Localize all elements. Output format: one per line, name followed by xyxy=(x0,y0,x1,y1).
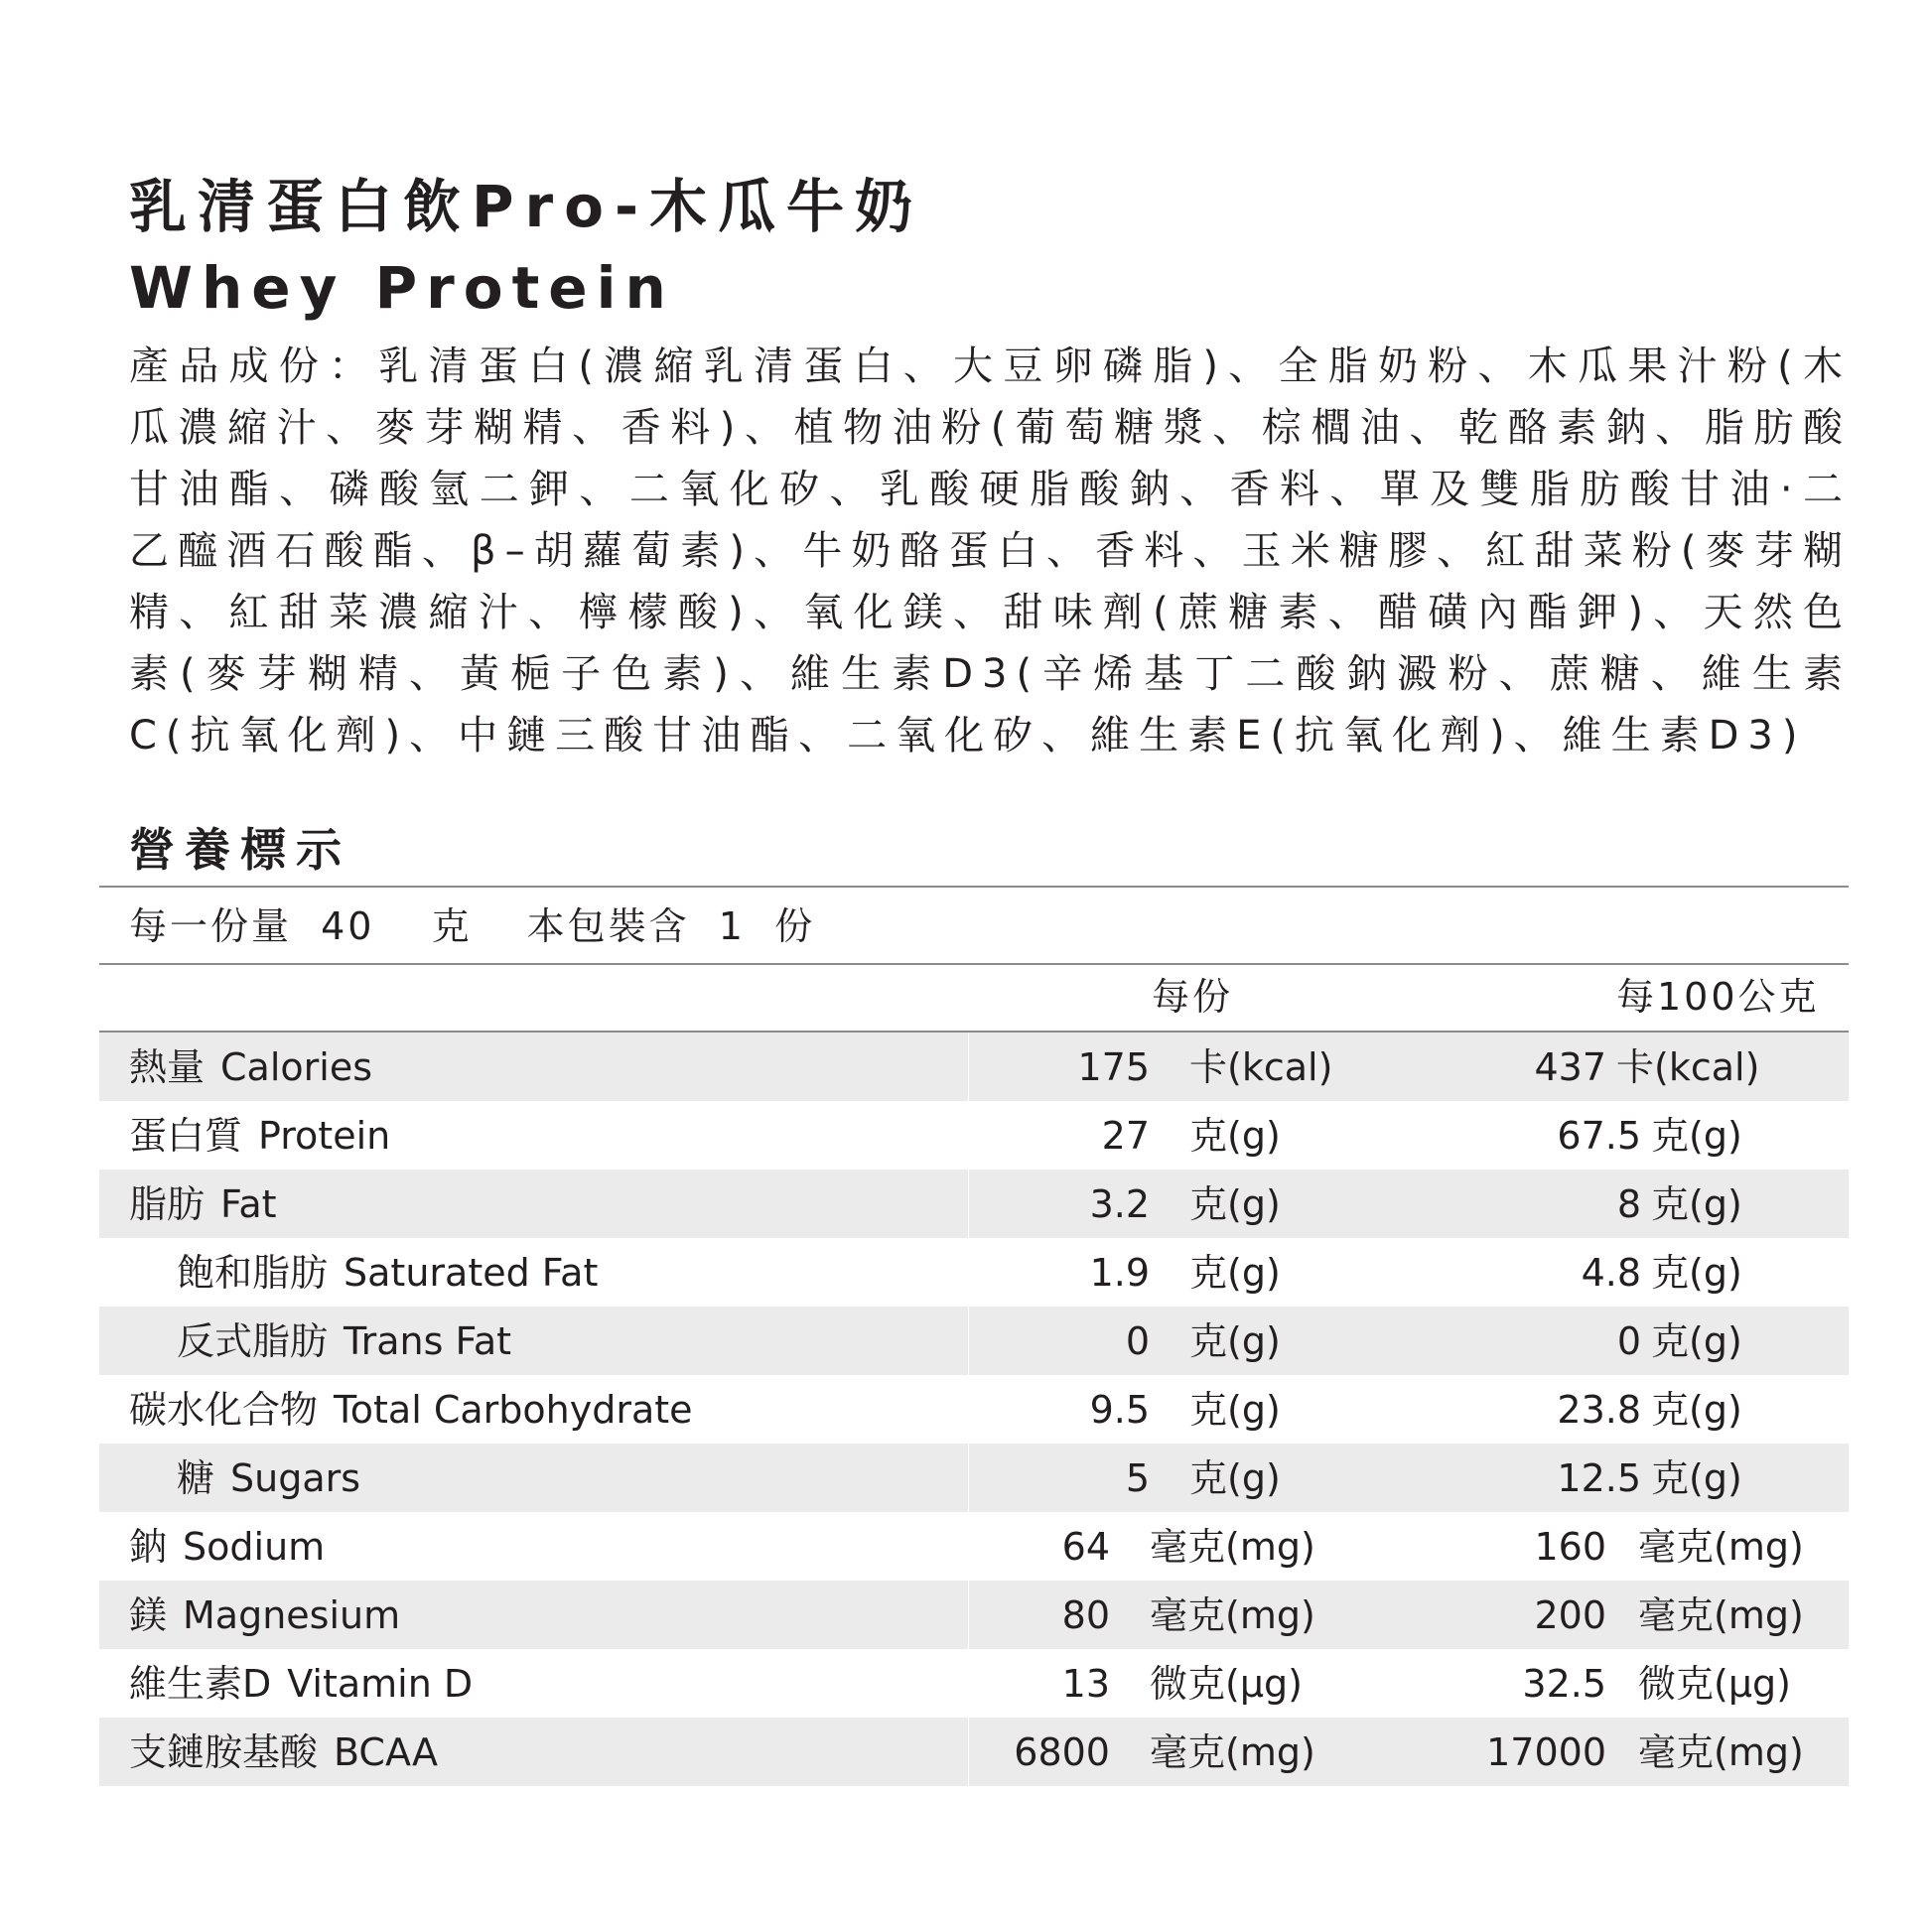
product-title-zh: 乳清蛋白飲Pro-木瓜牛奶 xyxy=(129,173,924,240)
value-per-serving: 64 xyxy=(1061,1525,1110,1569)
nutrient-name xyxy=(129,1729,438,1775)
nutrition-row xyxy=(99,1170,1849,1238)
value-per-serving: 80 xyxy=(1061,1593,1110,1637)
nutrient-name xyxy=(129,1387,693,1433)
value-per-serving: 6800 xyxy=(1014,1730,1110,1774)
value-per-serving: 3.2 xyxy=(1089,1182,1150,1226)
package-unit: 份 xyxy=(774,904,816,948)
value-per-100g: 437 xyxy=(1534,1045,1606,1089)
nutrient-name-zh: 反式脂肪 xyxy=(177,1319,329,1363)
unit-per-100g: 克(g) xyxy=(1651,1456,1742,1500)
nutrient-name-en: Fat xyxy=(220,1182,277,1226)
nutrient-name xyxy=(129,1113,390,1159)
nutrient-name xyxy=(129,1181,277,1227)
serving-unit: 克 xyxy=(431,904,473,948)
nutrition-row xyxy=(99,1101,1849,1170)
product-title-en: Whey Protein xyxy=(129,254,675,322)
nutrition-title: 營養標示 xyxy=(129,823,351,877)
unit-per-serving: 毫克(mg) xyxy=(1150,1525,1315,1569)
nutrient-name-zh: 熱量 xyxy=(129,1045,206,1089)
col-header-per-100g: 每100公克 xyxy=(1616,975,1820,1019)
package-count: 1 xyxy=(718,904,746,948)
nutrient-name-en: Sodium xyxy=(183,1525,326,1569)
value-per-100g: 8 xyxy=(1616,1182,1641,1226)
value-per-serving: 1.9 xyxy=(1089,1251,1150,1295)
unit-per-serving: 微克(μg) xyxy=(1150,1662,1303,1706)
product-title-block xyxy=(129,171,923,324)
nutrient-name xyxy=(177,1318,511,1364)
unit-per-serving: 克(g) xyxy=(1189,1388,1281,1432)
nutrient-name-en: Vitamin D xyxy=(287,1662,474,1706)
nutrient-name-en: BCAA xyxy=(334,1730,438,1774)
nutrient-name-zh: 鈉 xyxy=(129,1525,168,1569)
unit-per-serving: 克(g) xyxy=(1189,1251,1281,1295)
value-per-100g: 67.5 xyxy=(1557,1114,1641,1158)
value-per-100g: 32.5 xyxy=(1522,1662,1606,1706)
nutrient-name xyxy=(129,1044,372,1090)
nutrient-name-zh: 支鏈胺基酸 xyxy=(129,1730,319,1774)
unit-per-100g: 卡(kcal) xyxy=(1616,1045,1760,1089)
nutrient-name-zh: 蛋白質 xyxy=(129,1114,243,1158)
unit-per-100g: 毫克(mg) xyxy=(1638,1730,1804,1774)
unit-per-100g: 克(g) xyxy=(1651,1319,1742,1363)
unit-per-100g: 毫克(mg) xyxy=(1638,1525,1804,1569)
nutrient-name xyxy=(129,1592,400,1638)
serving-info xyxy=(129,898,815,954)
unit-per-100g: 克(g) xyxy=(1651,1388,1742,1432)
unit-per-serving: 克(g) xyxy=(1189,1182,1281,1226)
nutrient-name xyxy=(129,1661,473,1707)
nutrition-row xyxy=(99,1512,1849,1581)
nutrition-row xyxy=(99,1375,1849,1444)
value-per-serving: 175 xyxy=(1077,1045,1150,1089)
unit-per-100g: 微克(μg) xyxy=(1638,1662,1791,1706)
value-per-100g: 200 xyxy=(1534,1593,1606,1637)
divider-top xyxy=(99,886,1849,888)
value-per-serving: 5 xyxy=(1125,1456,1150,1500)
nutrient-name-en: Saturated Fat xyxy=(344,1251,599,1295)
nutrition-row xyxy=(99,1307,1849,1375)
unit-per-serving: 克(g) xyxy=(1189,1319,1281,1363)
nutrient-name xyxy=(177,1250,598,1296)
nutrient-name-zh: 脂肪 xyxy=(129,1182,206,1226)
package-label: 本包裝含 xyxy=(526,904,690,948)
nutrient-name-en: Calories xyxy=(220,1045,372,1089)
nutrition-row xyxy=(99,1033,1849,1101)
nutrition-row xyxy=(99,1718,1849,1786)
ingredients-text: 產品成份：乳清蛋白(濃縮乳清蛋白、大豆卵磷脂)、全脂奶粉、木瓜果汁粉(木瓜濃縮汁、麥芽糊精、香料)、植物油粉(葡萄糖漿、棕櫚油、乾酪素鈉、脂肪酸甘油酯、磷酸氫二鉀、二氧化矽、乳酸硬脂酸鈉、香料、單及雙脂肪酸甘油·二乙醯酒石酸酯、β–胡蘿蔔素)、牛奶酪蛋白、香料、玉米糖膠、紅甜菜粉(麥芽糊精、紅甜菜濃縮汁、檸檬酸)、氧化鎂、甜味劑(蔗糖素、醋磺內酯鉀)、天然色素(麥芽糊精、黃梔子色素)、維生素D3(辛烯基丁二酸鈉澱粉、蔗糖、維生素C(抗氧化劑)、中鏈三酸甘油酯、二氧化矽、維生素E(抗氧化劑)、維生素D3) xyxy=(129,344,1852,759)
nutrient-name-en: Sugars xyxy=(230,1456,361,1500)
value-per-serving: 13 xyxy=(1061,1662,1110,1706)
unit-per-serving: 卡(kcal) xyxy=(1189,1045,1333,1089)
nutrient-name-en: Protein xyxy=(258,1114,391,1158)
value-per-100g: 23.8 xyxy=(1557,1388,1641,1432)
unit-per-serving: 克(g) xyxy=(1189,1456,1281,1500)
nutrition-row xyxy=(99,1649,1849,1718)
nutrition-row xyxy=(99,1238,1849,1307)
value-per-100g: 17000 xyxy=(1486,1730,1606,1774)
value-per-serving: 0 xyxy=(1125,1319,1150,1363)
serving-size: 40 xyxy=(321,904,375,948)
serving-label: 每一份量 xyxy=(129,904,293,948)
nutrition-table xyxy=(99,1033,1849,1786)
unit-per-serving: 毫克(mg) xyxy=(1150,1730,1315,1774)
nutrient-name-zh: 碳水化合物 xyxy=(129,1388,319,1432)
value-per-100g: 12.5 xyxy=(1557,1456,1641,1500)
nutrition-row xyxy=(99,1444,1849,1512)
value-per-serving: 27 xyxy=(1101,1114,1150,1158)
nutrient-name-en: Trans Fat xyxy=(344,1319,512,1363)
nutrient-name-zh: 維生素D xyxy=(129,1662,272,1706)
nutrient-name xyxy=(129,1524,325,1570)
unit-per-100g: 克(g) xyxy=(1651,1114,1742,1158)
nutrient-name xyxy=(177,1455,360,1501)
unit-per-serving: 毫克(mg) xyxy=(1150,1593,1315,1637)
unit-per-100g: 毫克(mg) xyxy=(1638,1593,1804,1637)
value-per-100g: 160 xyxy=(1534,1525,1606,1569)
col-header-per-serving: 每份 xyxy=(1152,975,1234,1019)
unit-per-serving: 克(g) xyxy=(1189,1114,1281,1158)
divider-middle xyxy=(99,963,1849,965)
nutrient-name-zh: 飽和脂肪 xyxy=(177,1251,329,1295)
nutrient-name-zh: 糖 xyxy=(177,1456,215,1500)
value-per-100g: 0 xyxy=(1616,1319,1641,1363)
nutrition-row xyxy=(99,1581,1849,1649)
value-per-serving: 9.5 xyxy=(1089,1388,1150,1432)
nutrient-name-zh: 鎂 xyxy=(129,1593,168,1637)
value-per-100g: 4.8 xyxy=(1581,1251,1641,1295)
unit-per-100g: 克(g) xyxy=(1651,1251,1742,1295)
nutrient-name-en: Total Carbohydrate xyxy=(334,1388,693,1432)
nutrient-name-en: Magnesium xyxy=(183,1593,401,1637)
unit-per-100g: 克(g) xyxy=(1651,1182,1742,1226)
